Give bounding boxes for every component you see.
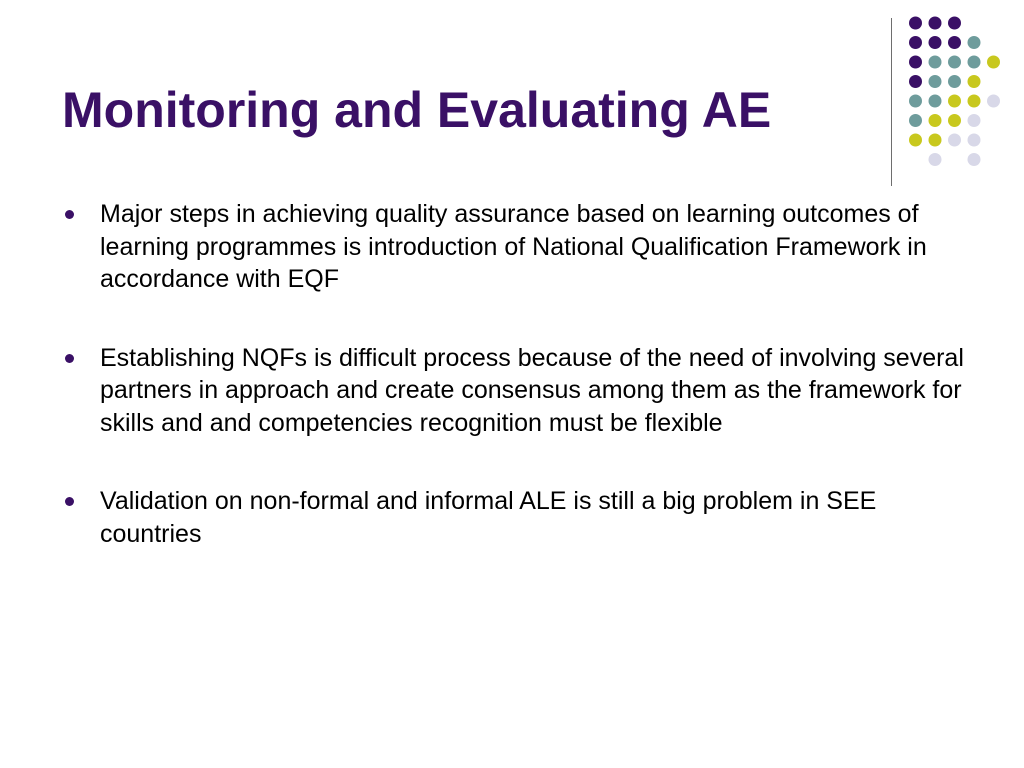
decor-dot: [948, 75, 961, 88]
decor-dot: [909, 95, 922, 108]
bullet-list: [62, 198, 982, 550]
decor-dot: [968, 36, 981, 49]
decor-dot: [929, 114, 942, 127]
decor-dot: [929, 95, 942, 108]
bullet-item: [62, 342, 982, 440]
decor-dot: [948, 95, 961, 108]
decor-dot: [929, 36, 942, 49]
decor-dot: [909, 17, 922, 30]
decor-dot: [909, 134, 922, 147]
decor-dot: [929, 17, 942, 30]
decor-dot: [948, 17, 961, 30]
decor-dot: [948, 114, 961, 127]
decor-dot: [948, 36, 961, 49]
bullet-icon: [65, 210, 74, 219]
decor-dot: [909, 114, 922, 127]
bullet-text: Major steps in achieving quality assurance based on learning outcomes of learning programmes is introduction of National Qualification Framework in accordance with EQF: [100, 200, 927, 293]
decor-dot: [929, 75, 942, 88]
decor-dot: [948, 134, 961, 147]
bullet-icon: [65, 497, 74, 506]
decor-dot: [987, 56, 1000, 69]
bullet-icon: [65, 354, 74, 363]
decor-dot: [948, 56, 961, 69]
decor-dot: [968, 56, 981, 69]
decor-dot: [968, 114, 981, 127]
bullet-item: [62, 485, 982, 550]
decor-dot: [968, 75, 981, 88]
decor-dot: [968, 95, 981, 108]
decor-dot: [909, 36, 922, 49]
decor-dot: [929, 56, 942, 69]
bullet-text: Establishing NQFs is difficult process because of the need of involving several partners in approach and create consensus among them as the framework for skills and and competencies recognition must be flexible: [100, 343, 964, 437]
slide-title: Monitoring and Evaluating AE: [62, 82, 772, 138]
decor-dot: [909, 56, 922, 69]
dot-grid-icon: [0, 0, 1024, 200]
decor-dot: [929, 153, 942, 166]
decor-dot: [987, 95, 1000, 108]
decor-dot: [968, 134, 981, 147]
bullet-text: Validation on non-formal and informal ALE is still a big problem in SEE countries: [100, 487, 877, 548]
decor-dot: [968, 153, 981, 166]
decor-dot: [929, 134, 942, 147]
decor-dot: [909, 75, 922, 88]
bullet-item: [62, 198, 982, 296]
